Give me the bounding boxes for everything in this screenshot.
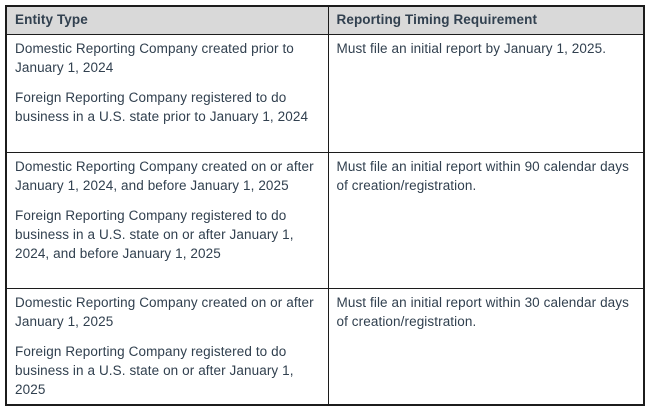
table-row [6, 35, 644, 153]
requirement-paragraph: Must file an initial report within 30 calendar days of creation/registration. [336, 295, 629, 329]
requirement-paragraph: Must file an initial report within 90 calendar days of creation/registration. [336, 159, 629, 193]
timing-requirement-cell [328, 35, 644, 153]
entity-type-cell [6, 35, 328, 153]
table-header-row [6, 6, 644, 35]
entity-paragraph: Domestic Reporting Company created on or after January 1, 2024, and before January 1, 2025 [15, 159, 314, 193]
reporting-timing-table [5, 5, 645, 406]
entity-type-cell [6, 289, 328, 406]
table-row [6, 153, 644, 289]
timing-requirement-cell [328, 289, 644, 406]
entity-paragraph: Domestic Reporting Company created on or after January 1, 2025 [15, 295, 314, 329]
entity-type-cell [6, 153, 328, 289]
timing-requirement-cell [328, 153, 644, 289]
entity-paragraph: Foreign Reporting Company registered to do business in a U.S. state prior to January 1, 2024 [15, 90, 309, 124]
table-row [6, 289, 644, 406]
entity-paragraph: Foreign Reporting Company registered to do business in a U.S. state on or after January 1, 2024, and before January 1, 2025 [15, 208, 294, 261]
header-timing-requirement: Reporting Timing Requirement [328, 6, 644, 35]
requirement-paragraph: Must file an initial report by January 1, 2025. [336, 41, 607, 56]
entity-paragraph: Foreign Reporting Company registered to do business in a U.S. state on or after January 1, 2025 [15, 344, 294, 397]
entity-paragraph: Domestic Reporting Company created prior to January 1, 2024 [15, 41, 294, 75]
header-entity-type: Entity Type [6, 6, 328, 35]
